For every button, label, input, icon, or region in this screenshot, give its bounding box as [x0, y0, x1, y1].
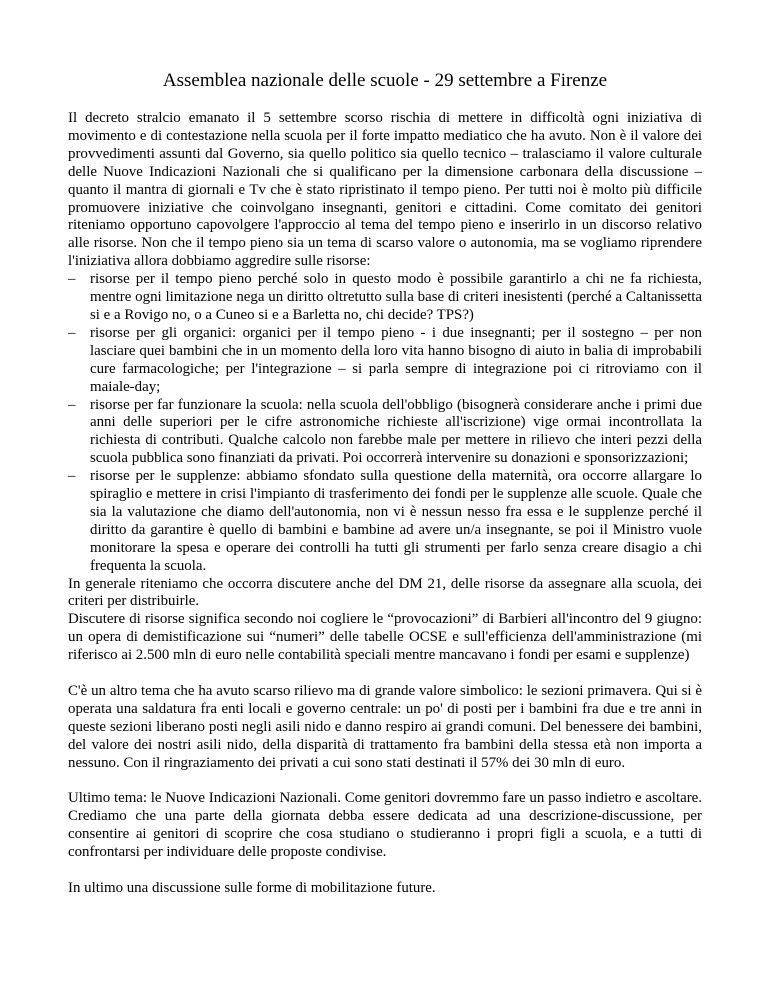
barbieri-paragraph: Discutere di risorse significa secondo noi cogliere le “provocazioni” di Barbieri all'incontro del 9 giugno: un opera di demistificazione sui “numeri” delle tabelle OCSE e sull'efficienza dell'amministrazione (mi riferisco ai 2.500 mln di euro nelle contabilità speciali mentre mancavano i fondi per esami e supplenze): [68, 611, 702, 664]
list-item-text: risorse per far funzionare la scuola: nella scuola dell'obbligo (bisognerà considerare anche i primi due anni delle superiori per le cifre astronomiche richieste all'iscrizione) vige ormai incontrollata la richiesta di contributi. Qualche calcolo non farebbe male per mettere in rilievo che interi pezzi della scuola pubblica sono finanziati da privati. Poi occorrerà intervenire su donazioni e sponsorizzazioni;: [90, 396, 702, 467]
list-item: [68, 271, 702, 325]
intro-paragraph: Il decreto stralcio emanato il 5 settembre scorso rischia di mettere in difficoltà ogni iniziativa di movimento e di contestazione nella scuola per il forte impatto mediatico che ha avuto. Non è il valore dei provvedimenti assunti dal Governo, sia quello politico sia quello tecnico – tralasciamo il valore culturale delle Nuove Indicazioni Nazionali che si qualificano per la dimensione carbonara della discussione – quanto il mantra di giornali e Tv che è stato ripristinato il tempo pieno. Per tutti noi è molto più difficile promuovere iniziative che coinvolgano insegnanti, genitori e cittadini. Come comitato dei genitori riteniamo opportuno capovolgere l'approccio al tema del tempo pieno e inserirlo in un discorso relativo alle risorse. Non che il tempo pieno sia un tema di scarso valore o autonomia, ma se vogliamo riprendere l'iniziativa allora dobbiamo aggredire sulle risorse:: [68, 110, 702, 270]
bullet-marker: –: [68, 271, 76, 288]
list-item-text: risorse per gli organici: organici per il tempo pieno - i due insegnanti; per il sostegno – per non lasciare quei bambini che in un momento della loro vita hanno bisogno di aiuto in balia di improbabili cure farmacologiche; per l'integrazione – si parla sempre di integrazione poi ci ritroviamo con il maiale-day;: [90, 324, 702, 395]
list-item: [68, 325, 702, 397]
list-item-text: risorse per il tempo pieno perché solo in questo modo è possibile garantirlo a chi ne fa richiesta, mentre ogni limitazione nega un diritto oltretutto sulla base di criteri inesistenti (perché a Caltanissetta si e a Rovigo no, o a Cuneo si e a Barletta no, chi decide? TPS?): [90, 271, 702, 323]
dm21-paragraph: In generale riteniamo che occorra discutere anche del DM 21, delle risorse da assegnare alla scuola, dei criteri per distribuirle.: [68, 575, 702, 610]
document-title: Assemblea nazionale delle scuole - 29 settembre a Firenze: [162, 70, 608, 91]
list-item-text: risorse per le supplenze: abbiamo sfondato sulla questione della maternità, ora occorre allargare lo spiraglio e mettere in crisi l'impianto di trasferimento dei fondi per le supplenze alle scuole. Quale che sia la valutazione che diamo dell'autonomia, non vi è nessun nesso fra essa e le supplenze perché il diritto da garantire è quello di bambini e bambine ad avere un/a insegnante, se poi il Ministro vuole monitorare la spesa e operare dei controlli ha tutti gli strumenti per farlo senza creare disagio a chi frequenta la scuola.: [90, 468, 702, 574]
list-item: [68, 397, 702, 469]
bullet-marker: –: [68, 468, 76, 485]
list-item: [68, 468, 702, 575]
final-paragraph: In ultimo una discussione sulle forme di mobilitazione future.: [68, 879, 436, 896]
bullet-marker: –: [68, 324, 76, 341]
indicazioni-paragraph: Ultimo tema: le Nuove Indicazioni Nazionali. Come genitori dovremmo fare un passo indietro e ascoltare. Crediamo che una parte della giornata debba essere dedicata ad una descrizione-discussione, per consentire ai genitori di scoprire che cosa studiano o studieranno i propri figli a scuola, e a tutti di confrontarsi per individuare delle proposte condivise.: [68, 790, 702, 861]
bullet-marker: –: [68, 396, 76, 413]
primavera-paragraph: C'è un altro tema che ha avuto scarso rilievo ma di grande valore simbolico: le sezioni primavera. Qui si è operata una saldatura fra enti locali e governo centrale: un po' di posti per i bambini fra due e tre anni in queste sezioni liberano posti negli asili nido e danno respiro ai grandi comuni. Del benessere dei bambini, del valore dei nostri asili nido, della disparità di trattamento fra bambini della stessa età non importa a nessuno. Con il ringraziamento dei privati a cui sono stati destinati il 57% dei 30 mln di euro.: [68, 682, 702, 771]
resources-list: [68, 271, 702, 575]
